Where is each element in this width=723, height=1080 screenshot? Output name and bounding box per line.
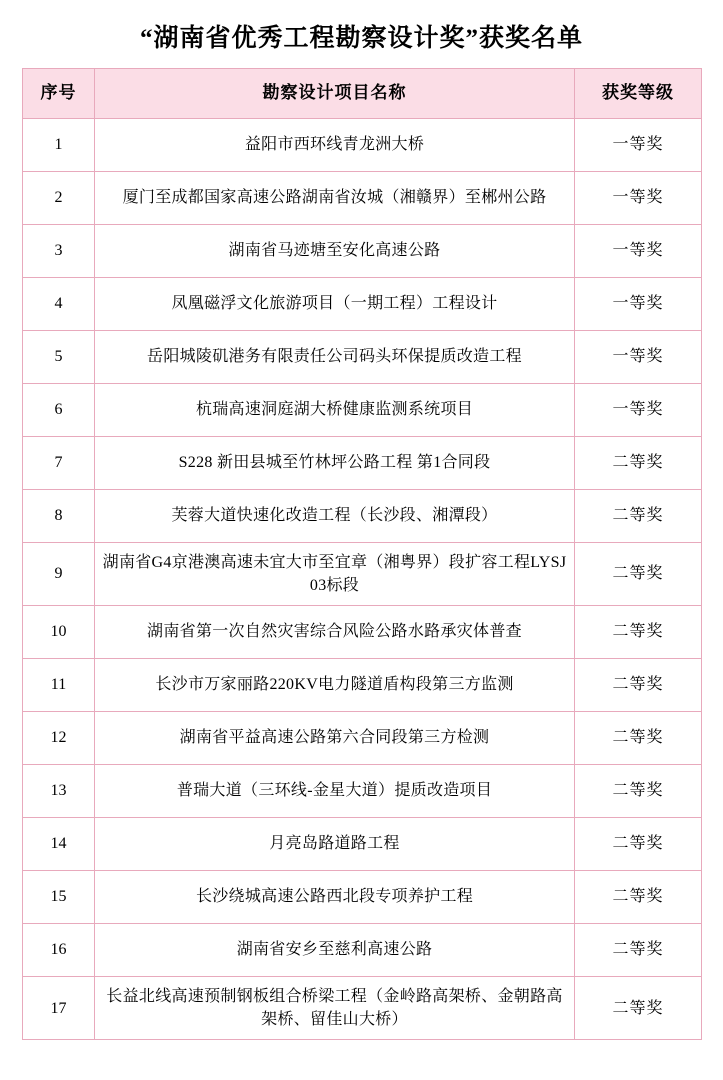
table-row [23,436,702,489]
cell-project-name: 厦门至成都国家高速公路湖南省汝城（湘赣界）至郴州公路 [95,171,575,224]
cell-project-name: 岳阳城陵矶港务有限责任公司码头环保提质改造工程 [95,330,575,383]
table-row [23,712,702,765]
cell-index: 14 [23,818,95,871]
column-header-project-name: 勘察设计项目名称 [95,69,575,119]
cell-award-level: 二等奖 [575,659,702,712]
cell-index: 3 [23,224,95,277]
cell-award-level: 二等奖 [575,871,702,924]
table-row [23,224,702,277]
table-row [23,118,702,171]
cell-award-level: 二等奖 [575,606,702,659]
table-row [23,977,702,1040]
cell-award-level: 一等奖 [575,383,702,436]
cell-project-name: 湖南省第一次自然灾害综合风险公路水路承灾体普查 [95,606,575,659]
cell-project-name: 长益北线高速预制钢板组合桥梁工程（金岭路高架桥、金朝路高架桥、留佳山大桥） [95,977,575,1040]
cell-award-level: 一等奖 [575,330,702,383]
cell-index: 5 [23,330,95,383]
cell-index: 2 [23,171,95,224]
page-title: “湖南省优秀工程勘察设计奖”获奖名单 [139,25,583,52]
cell-project-name: 湖南省平益高速公路第六合同段第三方检测 [95,712,575,765]
cell-award-level: 二等奖 [575,765,702,818]
table-row [23,489,702,542]
cell-project-name: 长沙绕城高速公路西北段专项养护工程 [95,871,575,924]
column-header-index: 序号 [23,69,95,119]
cell-award-level: 一等奖 [575,277,702,330]
cell-project-name: 湖南省安乡至慈利高速公路 [95,924,575,977]
table-row [23,171,702,224]
cell-project-name: 益阳市西环线青龙洲大桥 [95,118,575,171]
cell-project-name: 杭瑞高速洞庭湖大桥健康监测系统项目 [95,383,575,436]
award-list-table [22,68,702,1040]
table-header-row [23,69,702,119]
cell-index: 10 [23,606,95,659]
cell-index: 9 [23,542,95,605]
cell-project-name: 湖南省马迹塘至安化高速公路 [95,224,575,277]
cell-index: 12 [23,712,95,765]
cell-award-level: 二等奖 [575,977,702,1040]
cell-index: 6 [23,383,95,436]
column-header-award-level: 获奖等级 [575,69,702,119]
cell-index: 8 [23,489,95,542]
table-row [23,818,702,871]
cell-index: 15 [23,871,95,924]
cell-award-level: 二等奖 [575,712,702,765]
cell-award-level: 二等奖 [575,818,702,871]
cell-award-level: 二等奖 [575,436,702,489]
cell-award-level: 二等奖 [575,542,702,605]
table-row [23,871,702,924]
table-header [23,69,702,119]
cell-project-name: 月亮岛路道路工程 [95,818,575,871]
cell-project-name: 长沙市万家丽路220KV电力隧道盾构段第三方监测 [95,659,575,712]
cell-project-name: 普瑞大道（三环线-金星大道）提质改造项目 [95,765,575,818]
table-row [23,383,702,436]
cell-award-level: 二等奖 [575,924,702,977]
cell-award-level: 一等奖 [575,118,702,171]
table-row [23,277,702,330]
table-row [23,924,702,977]
table-row [23,659,702,712]
table-row [23,330,702,383]
cell-index: 17 [23,977,95,1040]
cell-project-name: 凤凰磁浮文化旅游项目（一期工程）工程设计 [95,277,575,330]
table-row [23,765,702,818]
cell-project-name: 芙蓉大道快速化改造工程（长沙段、湘潭段） [95,489,575,542]
cell-index: 7 [23,436,95,489]
cell-award-level: 一等奖 [575,224,702,277]
table-row [23,606,702,659]
cell-index: 1 [23,118,95,171]
cell-index: 16 [23,924,95,977]
cell-award-level: 一等奖 [575,171,702,224]
table-body [23,118,702,1040]
cell-index: 4 [23,277,95,330]
cell-index: 13 [23,765,95,818]
cell-award-level: 二等奖 [575,489,702,542]
cell-project-name: 湖南省G4京港澳高速未宜大市至宜章（湘粤界）段扩容工程LYSJ03标段 [95,542,575,605]
cell-project-name: S228 新田县城至竹林坪公路工程 第1合同段 [95,436,575,489]
table-row [23,542,702,605]
cell-index: 11 [23,659,95,712]
